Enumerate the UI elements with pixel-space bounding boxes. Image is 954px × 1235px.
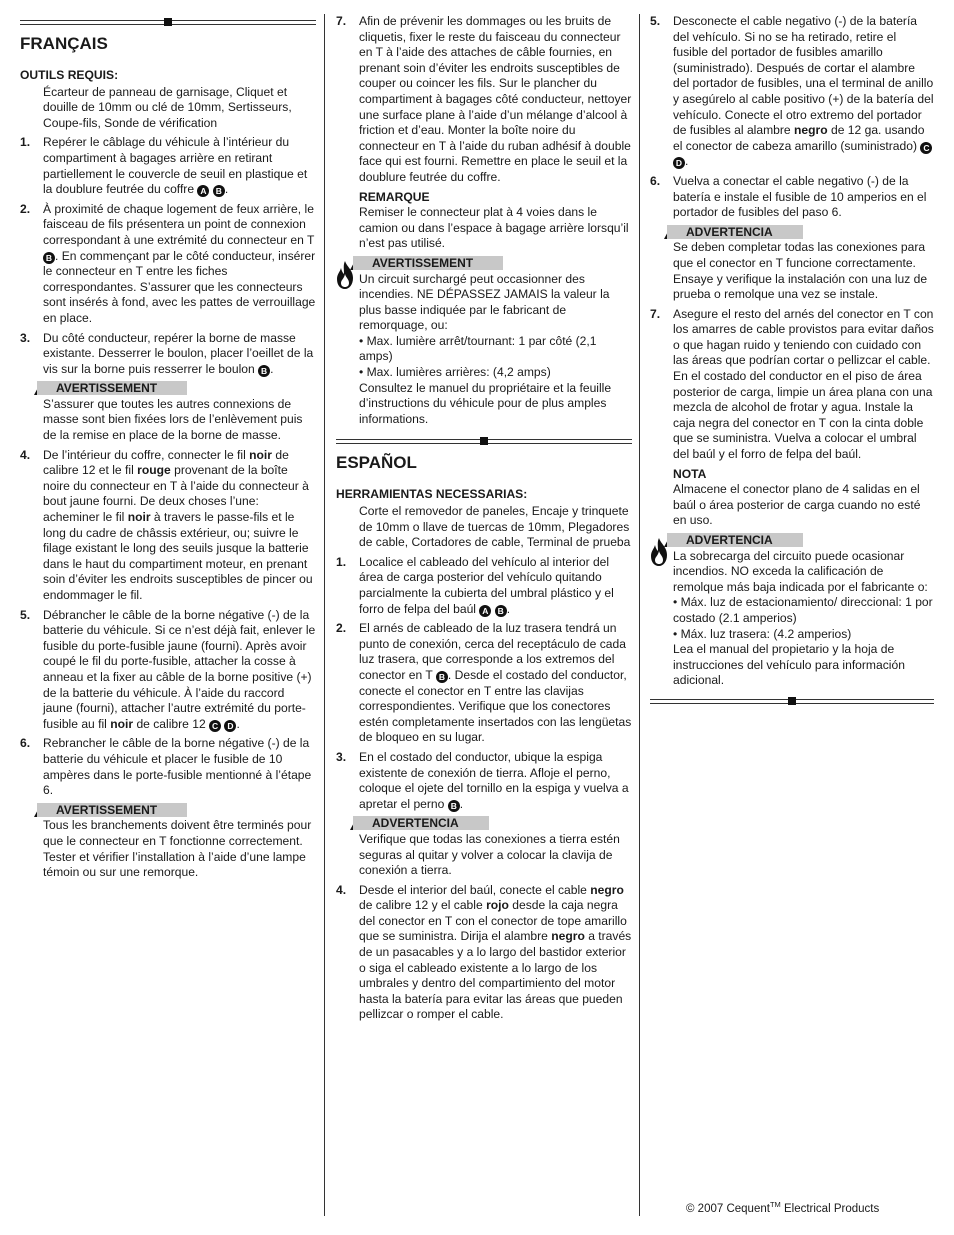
note-title: REMARQUE: [359, 189, 430, 204]
step-bold: negro: [794, 123, 828, 138]
step-text: Desconecte el cable negativo (-) de la batería del vehículo. Si no se ha retirado, retire el fusible del portador de fusibles amarillo (suministrado). Después de cortar el alambre del portador de fusibles, una el terminal de anillo y asegúrelo al cable positivo (+) de la batería del vehículo. Conecte el otro extremo del portador de fusibles al alambre: [673, 14, 934, 138]
step-1-es: 1. Localice el cableado del vehículo al interior del área de carga posterior del vehículo quitando parcialmente la cubierta del umbral plástico y el forro de felpa del baúl A B .: [336, 554, 614, 616]
step-2-es: [336, 621, 632, 746]
tools-text: Écarteur de panneau de garnisage, Cliquet et douille de 10mm ou clé de 10mm, Sertisseurs, Coupe-fils, Sonde de vérification: [43, 84, 292, 130]
section-divider: [336, 437, 632, 445]
warning-block: [336, 816, 632, 878]
warning-text: Tous les branchements doivent être terminés pour que le connecteur en T fonctionne correctement. Tester et vérifier l’installation à l’aide d’une lampe témoin ou sur une remorque.: [43, 818, 312, 880]
step-3-es: 3. En el costado del conductor, ubique la espiga existente de conexión de tierra. Afloje el perno, coloque el ojete del tornillo en la espiga y vuelva a apretar el perno B .: [336, 749, 629, 811]
step-number: 4.: [20, 447, 31, 462]
step-number: 7.: [650, 306, 661, 321]
section-title-espanol: ESPAÑOL: [336, 453, 417, 473]
step-number: 5.: [20, 607, 31, 622]
warning-text: Un circuit surchargé peut occasionner des incendies. NE DÉPASSEZ JAMAIS la valeur la plus basse indiquée par le fabricant de remorquage, ou: • Max. lumière arrêt/tournant: 1 par côté (2,1 amps) • Max. lumières arrières: (4,2 amps) Consultez le manuel du propriétaire et la feuille d’instructions du véhicule pour de plus amples informations.: [359, 271, 612, 426]
fire-warning-block: [650, 533, 934, 689]
warning-text: La sobrecarga del circuito puede ocasionar incendios. NO exceda la calificación de remolque más baja indicada por el fabricante o: • Máx. luz de estacionamiento/ direccional: 1 por costado (2.1 amperios) • Máx. luz trasera: (4.2 amperios) Lea el manual del propietario y la hoja de instrucciones del vehículo para información adicional.: [673, 548, 933, 688]
step-bold: rojo: [486, 898, 509, 913]
step-6: [20, 736, 316, 798]
warning-block: [20, 803, 316, 881]
step-bold: negro: [590, 882, 624, 897]
step-number: 2.: [20, 201, 31, 216]
callout-d-icon: D: [673, 157, 685, 169]
warning-label: ADVERTENCIA: [667, 225, 803, 239]
callout-b-icon: B: [495, 605, 507, 617]
step-text: de calibre 12 et le fil: [43, 447, 289, 478]
step-text-cont: . En commençant par le côté conducteur, insérer le connecteur en T entre les fiches correspondantes. S’assurer que les connecteurs sont insérés à fond, avec les pattes de verrouillage en place.: [43, 248, 316, 325]
warning-label: ADVERTENCIA: [667, 533, 803, 547]
warning-label: AVERTISSEMENT: [37, 381, 187, 395]
section-title-francais: FRANÇAIS: [20, 34, 108, 53]
step-bold: rouge: [137, 463, 171, 478]
column-rule-left: [324, 14, 325, 1216]
step-7-es: [650, 307, 934, 463]
callout-b-icon: B: [213, 185, 225, 197]
step-text: Vuelva a conectar el cable negativo (-) de la batería e instale el fusible de 10 amperios en el portador de fusibles del paso 6.: [673, 173, 927, 220]
step-number: 2.: [336, 621, 347, 636]
step-text: Localice el cableado del vehículo al interior del área de carga posterior del vehículo quitando parcialmente la cubierta del umbral plástico y el forro de felpa del baúl: [359, 554, 614, 616]
step-text: À proximité de chaque logement de feux arrière, le faisceau de fils présentera un point de connexion correspondant à une extrémité du connecteur en T: [43, 201, 315, 247]
step-text: Asegure el resto del arnés del conector en T con los amarres de cable provistos para evitar daños o que hagan ruido y teniendo con cuidado con las áreas que podrían cortar o pellizcar el cable. En el costado del conductor en el piso de área posterior de carga, limpie un área plana con una mezcla de alcohol de frotar y agua. Instale la caja negra del conector en T con la cinta doble que se suministra. Vuelva a colocar el umbral del baúl y el forro de felpa del baúl.: [673, 306, 934, 462]
callout-c-icon: C: [920, 142, 932, 154]
step-3: 3. Du côté conducteur, repérer la borne de masse existante. Desserrer le boulon, placer l’oeillet de la vis sur la borne puis resserrer le boulon B .: [20, 330, 314, 376]
warning-block: [20, 381, 316, 443]
step-text: de calibre 12: [133, 716, 206, 731]
callout-b-icon: B: [258, 365, 270, 377]
tools-text: Corte el removedor de paneles, Encaje y trinquete de 10mm o llave de tuercas de 10mm, Plegadores de cable, Cortadores de cable, Terminal de prueba: [359, 504, 631, 550]
step-number: 1.: [20, 135, 31, 150]
callout-b-icon: B: [448, 800, 460, 812]
step-number: 3.: [20, 330, 31, 345]
section-divider: [650, 697, 934, 705]
step-text: a través de un pasacables y a lo largo del bastidor exterior o siga el cableado existente a lo largo de los umbrales y dentro del compartimiento del motor hasta la batería para evitar las áreas que pueden pellizcar o romper el cable.: [359, 929, 632, 1022]
tools-title: HERRAMIENTAS NECESSARIAS:: [336, 487, 528, 502]
warning-block: [650, 225, 934, 303]
step-text: Rebrancher le câble de la borne négative (-) de la batterie du véhicule et placer le fusible de 10 ampères dans le porte-fusible mentionné à l’étape 6.: [43, 736, 312, 798]
step-text: Débrancher le câble de la borne négative (-) de la batterie du véhicule. Si ce n’est déjà fait, enlever le fusible du porte-fusible jaune (fourni). Après avoir coupé le fil du porte-fusible, attacher la cosse à anneau et la fixer au câble de la borne positive (+) de la batterie du véhicule. À l’aide du raccord jaune (fourni), attacher l’autre extrémité du porte-fusible au fil: [43, 607, 316, 731]
warning-label: AVERTISSEMENT: [353, 256, 503, 270]
step-text: El arnés de cableado de la luz trasera tendrá un punto de conexión, cerca del receptáculo de cada luz trasera, que corresponde a los extremos del conector en T: [359, 621, 626, 682]
step-bold: noir: [127, 510, 151, 525]
step-text: de calibre 12 y el cable: [359, 898, 487, 913]
step-2: [20, 202, 316, 327]
step-text: Afin de prévenir les dommages ou les bruits de cliquetis, fixer le reste du faisceau du connecteur en T à l’aide des attaches de câble fournies, en prenant soin d’éviter les endroits susceptibles de couper ou coincer les fils. Sur le plancher du compartiment à bagages côté conducteur, nettoyer une surface plane à l’aide d’un mélange d’alcool à friction et d’eau. Monter la boîte noire du connecteur en T à l’aide du ruban adhésif à double face qui est fourni. Remettre en place le seuil et la doublure feutrée du coffre.: [359, 14, 632, 184]
step-number: 6.: [20, 736, 31, 751]
step-number: 7.: [336, 14, 347, 28]
step-text: desde la caja negra del conector en T con el conector de tope amarillo que se suministra. Dirija el alambre: [359, 898, 627, 944]
warning-text: S’assurer que toutes les autres connexions de masse sont bien fixées lors de l’enlèvement puis de la remise en place de la borne de masse.: [43, 396, 303, 443]
trademark-mark: TM: [769, 1200, 781, 1209]
step-text: En el costado del conductor, ubique la espiga existente de conexión de tierra. Afloje el perno, coloque el ojete del tornillo en la espiga y vuelva a apretar el perno: [359, 749, 629, 811]
warning-label: AVERTISSEMENT: [37, 803, 187, 817]
footer-text: © 2007 Cequent: [686, 1202, 770, 1215]
step-number: 6.: [650, 173, 661, 188]
step-7-fr: [336, 14, 632, 186]
callout-a-icon: A: [197, 185, 209, 197]
step-4: [20, 448, 316, 604]
note-text: Almacene el conector plano de 4 salidas en el baúl o área posterior de carga cuando no esté en uso.: [673, 482, 921, 528]
note-text: Remiser le connecteur plat à 4 voies dans le camion ou dans l’espace à bagage arrière lorsqu’il n’est pas utilisé.: [359, 205, 629, 251]
column-francais: [20, 14, 316, 885]
step-number: 5.: [650, 14, 661, 28]
step-text-cont: . Desde el costado del conductor, conecte el conector en T entre las clavijas correspondientes. Verifique que los conectores estén completamente insertados con las lengüetas de bloqueo en su lugar.: [359, 667, 632, 745]
step-text: de 12 ga. usando el conector de cabeza amarillo (suministrado): [673, 123, 925, 153]
callout-b-icon: B: [436, 671, 448, 683]
warning-text: Se deben completar todas las conexiones para que el conector en T funcione correctamente. Ensaye y verifique la instalación con una luz de prueba o remolque una vez se instale.: [673, 240, 928, 302]
callout-c-icon: C: [209, 720, 221, 732]
footer-suffix: Electrical Products: [780, 1202, 880, 1215]
callout-a-icon: A: [479, 605, 491, 617]
step-6-es: [650, 174, 934, 221]
step-text: Repérer le câblage du véhicule à l’intérieur du compartiment à bagages arrière en retirant partiellement le couvercle de seuil en plastique et la doublure feutrée du coffre: [43, 135, 308, 197]
callout-b-icon: B: [43, 252, 55, 264]
step-bold: noir: [249, 447, 272, 462]
tools-title: OUTILS REQUIS:: [20, 68, 119, 82]
step-number: 4.: [336, 882, 347, 897]
step-text: Desde el interior del baúl, conecte el cable: [359, 882, 591, 897]
warning-label: ADVERTENCIA: [353, 816, 489, 830]
section-divider: [20, 18, 316, 26]
column-rule-right: [639, 14, 640, 1216]
step-number: 1.: [336, 554, 347, 569]
note-title: NOTA: [673, 466, 707, 481]
step-1: 1. Repérer le câblage du véhicule à l’intérieur du compartiment à bagages arrière en retirant partiellement le couvercle de seuil en plastique et la doublure feutrée du coffre A B .: [20, 135, 308, 197]
warning-text: Verifique que todas las conexiones a tierra estén seguras al quitar y volver a colocar la clavija de conexión a tierra.: [359, 831, 620, 878]
column-middle: [336, 14, 632, 1027]
step-text: à travers le passe-fils et le long du cadre de châssis extérieur, ou; suivre le filage existant le long des seuils jusque la batterie dans le haut du compartiment moteur, en prenant soin d’éviter les endroits susceptibles de pincer ou endommager le fil.: [43, 510, 313, 602]
copyright-footer: [686, 1197, 879, 1217]
fire-warning-block: [336, 256, 632, 428]
step-bold: noir: [110, 716, 134, 731]
step-5: 5. Débrancher le câble de la borne négative (-) de la batterie du véhicule. Si ce n’est déjà fait, enlever le fusible du porte-fusible jaune (fourni). Après avoir coupé le fil du porte-fusible, attacher la cosse à anneau et la fixer au câble de la borne positive (+) de la batterie du véhicule. À l’aide du raccord jaune (fourni), attacher l’autre extrémité du porte-fusible au fil noir de calibre 12 C D .: [20, 607, 316, 731]
step-5-es: 5. Desconecte el cable negativo (-) de la batería del vehículo. Si no se ha retirado, retire el fusible del portador de fusibles amarillo (suministrado). Después de cortar el alambre del portador de fusibles, una el terminal de anillo y asegúrelo al cable positivo (+) de la batería del vehículo. Conecte el otro extremo del portador de fusibles al alambre negro de 12 ga. usando el conector de cabeza amarillo (suministrado) C D .: [650, 14, 934, 169]
step-4-es: [336, 883, 632, 1023]
callout-d-icon: D: [224, 720, 236, 732]
step-bold: negro: [551, 929, 585, 944]
step-number: 3.: [336, 749, 347, 764]
step-text: De l’intérieur du coffre, connecter le fil: [43, 447, 250, 462]
step-text: provenant de la boîte noire du connecteur en T à l’aide du connecteur à bout jaune fourni. De deux choses l’une: acheminer le fil: [43, 463, 309, 525]
column-right: [650, 14, 934, 711]
step-text: Du côté conducteur, repérer la borne de masse existante. Desserrer le boulon, placer l’oeillet de la vis sur la borne puis resserrer le boulon: [43, 330, 314, 376]
